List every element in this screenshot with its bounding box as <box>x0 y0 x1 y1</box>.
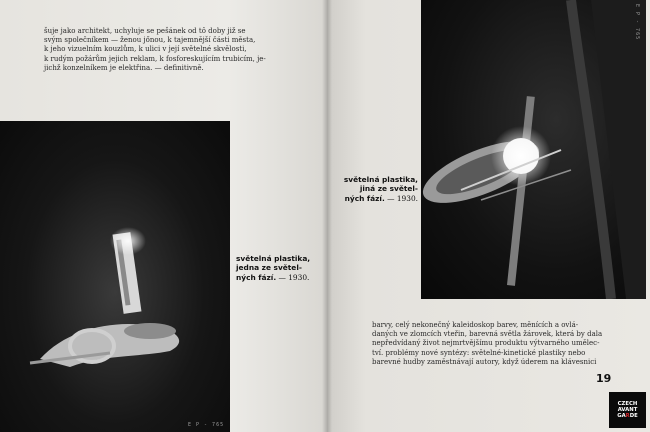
caption-right-year: — 1930. <box>384 193 418 203</box>
light-sculpture-right-illustration <box>421 0 646 299</box>
caption-left-line-3: ných fází. <box>236 272 277 282</box>
caption-left-year: — 1930. <box>276 272 310 282</box>
photo-code-right: E P - 765 <box>634 4 640 41</box>
logo-line-3 <box>609 413 646 419</box>
photo-code-left: E P - 765 <box>188 422 225 428</box>
closing-paragraph: barvy, celý nekonečný kaleidoskop barev, měnících a ovlá- daných ve zlomcích vteřin, barevná světla žárovek, která by dala nepředvídaný život nejmrtvějšímu produktu výtvarného umělec- tví. problémy nové syntézy: světelné-kinetické plastiky nebo barevné hudby zaměstnávají autory, když úderem na klávesnici <box>372 321 603 366</box>
book-gutter <box>322 0 332 432</box>
intro-paragraph: šuje jako architekt, uchyluje se pešánek od tô doby již se svým společníkem — ženou jőnou, k tajemnější části města, k jeho vizuelním kouzlům, k ulici v její světelné skvělosti, k rudým požárům jejich reklam, k fosforeskujícím trubicím, je- jichž konzelníkem je elektřina. — definitivně. <box>44 27 266 72</box>
logo-line-3-a: GA <box>617 413 626 419</box>
caption-right-line-1: světelná plastika, <box>343 175 418 184</box>
light-sculpture-photo-left <box>0 121 230 432</box>
caption-right <box>340 175 418 203</box>
logo-line-2: AVANT <box>617 407 638 413</box>
light-sculpture-left-illustration <box>0 121 230 432</box>
caption-right-line-3: ných fází. <box>344 193 385 203</box>
logo-line-1: CZECH <box>617 401 638 407</box>
logo-line-3-r: R <box>625 413 630 419</box>
caption-left-line-1: světelná plastika, <box>236 254 311 263</box>
caption-left <box>236 254 320 282</box>
logo-line-3-b: DE <box>629 413 638 419</box>
light-sculpture-photo-right <box>421 0 646 299</box>
page-number: 19 <box>596 372 612 385</box>
caption-right-line-2: jiná ze světel- <box>359 184 418 194</box>
caption-left-line-2: jedna ze světel- <box>236 263 302 273</box>
czech-avant-garde-logo <box>609 392 646 428</box>
